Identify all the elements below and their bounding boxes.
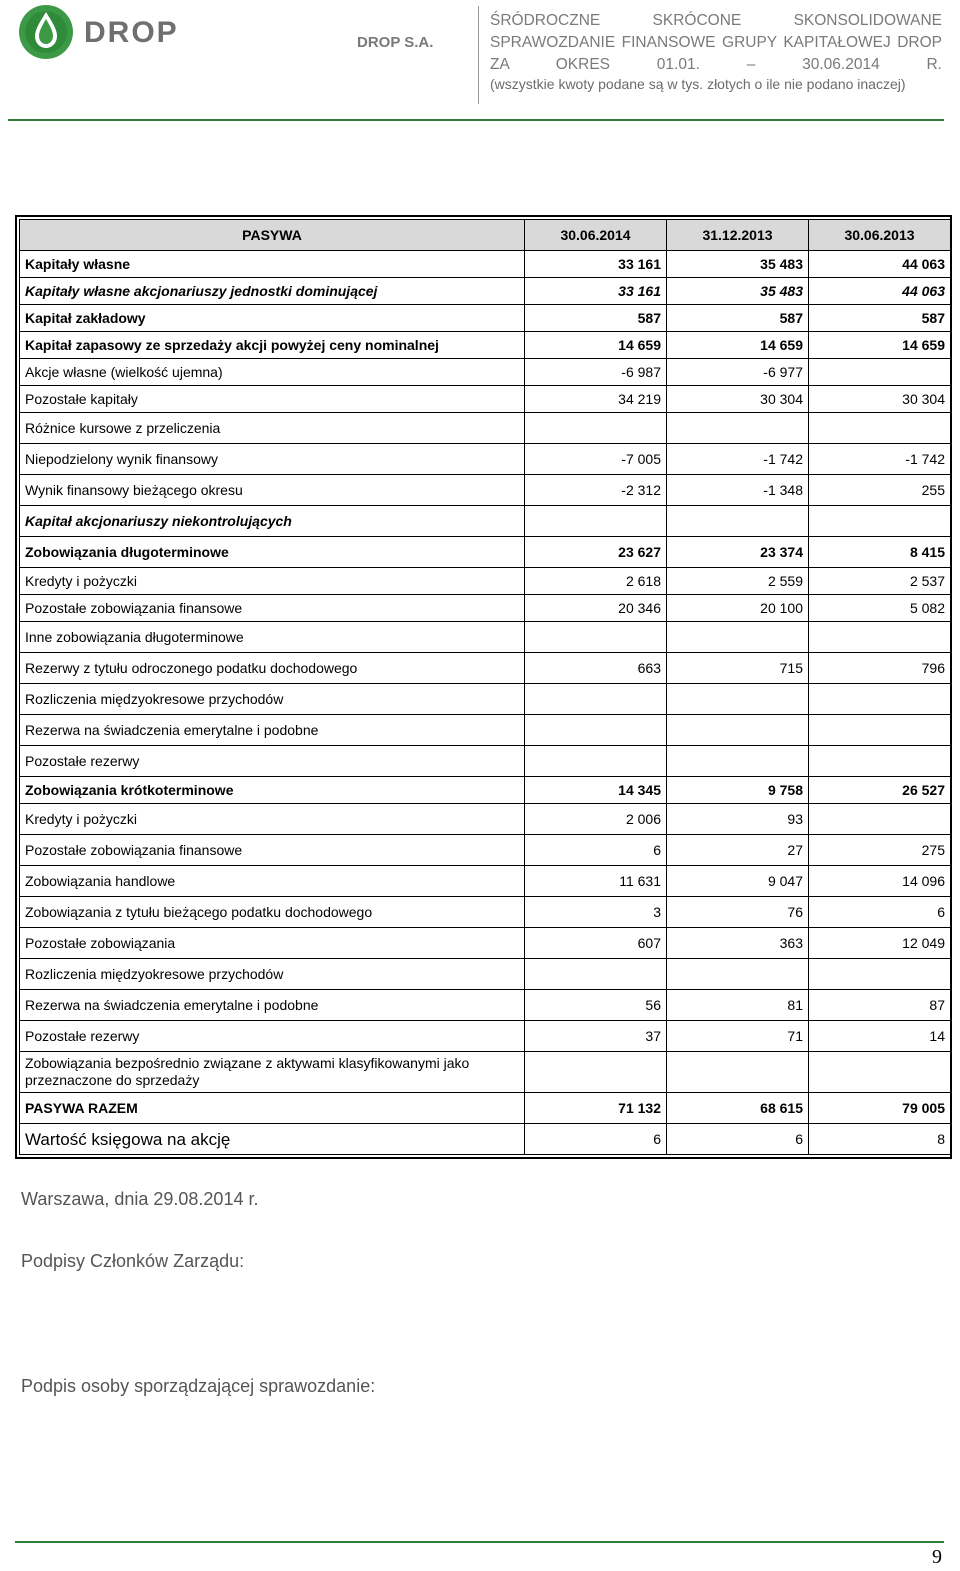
table-row [20, 959, 951, 990]
header-date-3: 30.06.2013 [809, 220, 951, 251]
table-row [20, 595, 951, 622]
row-value-3: 79 005 [809, 1093, 951, 1124]
table-row [20, 777, 951, 804]
row-value-2: 9 047 [667, 866, 809, 897]
row-value-1 [525, 684, 667, 715]
row-label: Kapitał zakładowy [20, 305, 525, 332]
row-label: Zobowiązania krótkoterminowe [20, 777, 525, 804]
row-value-2: 35 483 [667, 278, 809, 305]
row-value-3: 796 [809, 653, 951, 684]
table-row [20, 444, 951, 475]
row-value-2: 587 [667, 305, 809, 332]
row-label: Wartość księgowa na akcję [20, 1124, 525, 1155]
row-value-2: 27 [667, 835, 809, 866]
row-label: Rozliczenia międzyokresowe przychodów [20, 684, 525, 715]
header-divider [478, 6, 479, 104]
table-row [20, 684, 951, 715]
row-value-2: 93 [667, 804, 809, 835]
drop-logo [18, 4, 188, 60]
table-row [20, 537, 951, 568]
row-value-3 [809, 715, 951, 746]
row-value-2: 20 100 [667, 595, 809, 622]
row-value-3: 12 049 [809, 928, 951, 959]
table-body [20, 251, 951, 1155]
liabilities-table-frame [15, 215, 952, 1159]
table-header-row [20, 220, 951, 251]
row-label: Rezerwa na świadczenia emerytalne i podobne [20, 715, 525, 746]
row-label: Rezerwy z tytułu odroczonego podatku dochodowego [20, 653, 525, 684]
row-value-2: 68 615 [667, 1093, 809, 1124]
row-value-1: 2 006 [525, 804, 667, 835]
table-row [20, 897, 951, 928]
row-value-1 [525, 959, 667, 990]
board-signatures-label: Podpisy Członków Zarządu: [21, 1251, 245, 1271]
row-value-3: 14 [809, 1021, 951, 1052]
row-value-3: 6 [809, 897, 951, 928]
table-row [20, 715, 951, 746]
row-value-3: 14 096 [809, 866, 951, 897]
row-label: Pozostałe zobowiązania [20, 928, 525, 959]
table-row [20, 251, 951, 278]
row-value-2: 71 [667, 1021, 809, 1052]
row-label: Kapitał akcjonariuszy niekontrolujących [20, 506, 525, 537]
row-value-2 [667, 959, 809, 990]
row-value-3: -1 742 [809, 444, 951, 475]
row-value-3 [809, 684, 951, 715]
row-label: Zobowiązania handlowe [20, 866, 525, 897]
row-value-1: 33 161 [525, 251, 667, 278]
row-value-3: 255 [809, 475, 951, 506]
row-value-3: 14 659 [809, 332, 951, 359]
row-value-1: 71 132 [525, 1093, 667, 1124]
row-value-1: 6 [525, 1124, 667, 1155]
report-title [490, 10, 942, 76]
report-title-line-2: SPRAWOZDANIE FINANSOWE GRUPY KAPITAŁOWEJ DROP [490, 34, 942, 51]
row-value-2: 35 483 [667, 251, 809, 278]
row-label: Inne zobowiązania długoterminowe [20, 622, 525, 653]
row-value-2 [667, 715, 809, 746]
table-row [20, 506, 951, 537]
row-value-3: 8 415 [809, 537, 951, 568]
table-row [20, 653, 951, 684]
table-row [20, 475, 951, 506]
row-value-2: 14 659 [667, 332, 809, 359]
table-row [20, 835, 951, 866]
row-value-1: 14 345 [525, 777, 667, 804]
table-row [20, 990, 951, 1021]
row-value-1: 34 219 [525, 386, 667, 413]
row-value-1: 33 161 [525, 278, 667, 305]
row-value-3 [809, 622, 951, 653]
row-value-3 [809, 1052, 951, 1093]
table-row [20, 332, 951, 359]
row-value-1: 11 631 [525, 866, 667, 897]
row-value-3: 275 [809, 835, 951, 866]
row-value-1: 14 659 [525, 332, 667, 359]
row-label: Zobowiązania z tytułu bieżącego podatku dochodowego [20, 897, 525, 928]
table-row [20, 568, 951, 595]
row-label: Kapitał zapasowy ze sprzedaży akcji powyżej ceny nominalnej [20, 332, 525, 359]
row-label: Kredyty i pożyczki [20, 804, 525, 835]
row-value-2 [667, 684, 809, 715]
row-value-1: 663 [525, 653, 667, 684]
row-value-3 [809, 959, 951, 990]
row-value-2: 9 758 [667, 777, 809, 804]
row-value-3 [809, 413, 951, 444]
table-row [20, 1093, 951, 1124]
row-value-1: 56 [525, 990, 667, 1021]
row-value-2 [667, 622, 809, 653]
row-value-3: 8 [809, 1124, 951, 1155]
row-value-1: 23 627 [525, 537, 667, 568]
header-pasywa: PASYWA [20, 220, 525, 251]
row-value-2: 81 [667, 990, 809, 1021]
row-value-2 [667, 1052, 809, 1093]
page-number: 9 [932, 1546, 942, 1568]
row-label: Pozostałe rezerwy [20, 1021, 525, 1052]
row-value-3: 2 537 [809, 568, 951, 595]
report-title-line-3: ZA OKRES 01.01. – 30.06.2014 R. [490, 56, 942, 73]
row-value-2: 715 [667, 653, 809, 684]
table-row [20, 386, 951, 413]
row-value-3: 44 063 [809, 251, 951, 278]
header-rule [8, 119, 944, 121]
row-value-2: 6 [667, 1124, 809, 1155]
row-label: Zobowiązania bezpośrednio związane z aktywami klasyfikowanymi jako przeznaczone do sprzedaży [20, 1052, 525, 1093]
row-label: Zobowiązania długoterminowe [20, 537, 525, 568]
table-row [20, 278, 951, 305]
preparer-signature-label: Podpis osoby sporządzającej sprawozdanie: [21, 1376, 376, 1396]
row-value-3: 26 527 [809, 777, 951, 804]
footer-rule [15, 1541, 944, 1543]
row-value-1: 3 [525, 897, 667, 928]
row-value-1: 2 618 [525, 568, 667, 595]
row-value-1: 587 [525, 305, 667, 332]
row-value-3 [809, 359, 951, 386]
row-value-2: 23 374 [667, 537, 809, 568]
row-value-2: -1 742 [667, 444, 809, 475]
row-value-1 [525, 413, 667, 444]
page-header [0, 0, 960, 125]
row-value-1: -7 005 [525, 444, 667, 475]
row-value-1: 37 [525, 1021, 667, 1052]
row-value-3: 87 [809, 990, 951, 1021]
row-value-2: 30 304 [667, 386, 809, 413]
row-label: Akcje własne (wielkość ujemna) [20, 359, 525, 386]
row-value-1: -2 312 [525, 475, 667, 506]
row-label: Niepodzielony wynik finansowy [20, 444, 525, 475]
company-name: DROP S.A. [357, 34, 434, 51]
row-value-2: 76 [667, 897, 809, 928]
row-value-3: 30 304 [809, 386, 951, 413]
row-value-2 [667, 746, 809, 777]
table-row [20, 746, 951, 777]
logo-wordmark: DROP [84, 16, 179, 49]
row-value-1: 607 [525, 928, 667, 959]
table-row [20, 1124, 951, 1155]
row-value-3 [809, 746, 951, 777]
row-value-3 [809, 804, 951, 835]
row-value-3: 44 063 [809, 278, 951, 305]
table-row [20, 622, 951, 653]
row-label: Kredyty i pożyczki [20, 568, 525, 595]
row-value-2 [667, 413, 809, 444]
row-label: PASYWA RAZEM [20, 1093, 525, 1124]
row-label: Rezerwa na świadczenia emerytalne i podobne [20, 990, 525, 1021]
table-row [20, 305, 951, 332]
row-value-1 [525, 746, 667, 777]
header-date-2: 31.12.2013 [667, 220, 809, 251]
table-row [20, 1052, 951, 1093]
row-value-1 [525, 1052, 667, 1093]
row-value-2 [667, 506, 809, 537]
table-row [20, 866, 951, 897]
row-value-1: 20 346 [525, 595, 667, 622]
row-value-3 [809, 506, 951, 537]
row-value-3: 587 [809, 305, 951, 332]
row-label: Pozostałe rezerwy [20, 746, 525, 777]
row-label: Kapitały własne akcjonariuszy jednostki dominującej [20, 278, 525, 305]
row-value-1 [525, 715, 667, 746]
row-label: Pozostałe zobowiązania finansowe [20, 595, 525, 622]
table-row [20, 928, 951, 959]
row-value-2: 2 559 [667, 568, 809, 595]
row-value-2: -1 348 [667, 475, 809, 506]
row-value-1 [525, 622, 667, 653]
table-row [20, 804, 951, 835]
row-label: Pozostałe kapitały [20, 386, 525, 413]
row-label: Pozostałe zobowiązania finansowe [20, 835, 525, 866]
row-label: Rozliczenia międzyokresowe przychodów [20, 959, 525, 990]
row-value-3: 5 082 [809, 595, 951, 622]
row-value-1: -6 987 [525, 359, 667, 386]
amounts-note: (wszystkie kwoty podane są w tys. złotych o ile nie podano inaczej) [490, 76, 906, 92]
row-label: Wynik finansowy bieżącego okresu [20, 475, 525, 506]
table-row [20, 1021, 951, 1052]
row-label: Różnice kursowe z przeliczenia [20, 413, 525, 444]
liabilities-table [19, 219, 951, 1155]
table-row [20, 359, 951, 386]
row-label: Kapitały własne [20, 251, 525, 278]
row-value-1: 6 [525, 835, 667, 866]
report-title-line-1: ŚRÓDROCZNE SKRÓCONE SKONSOLIDOWANE [490, 12, 942, 29]
row-value-2: 363 [667, 928, 809, 959]
header-date-1: 30.06.2014 [525, 220, 667, 251]
row-value-2: -6 977 [667, 359, 809, 386]
table-row [20, 413, 951, 444]
row-value-1 [525, 506, 667, 537]
place-date: Warszawa, dnia 29.08.2014 r. [21, 1189, 259, 1209]
